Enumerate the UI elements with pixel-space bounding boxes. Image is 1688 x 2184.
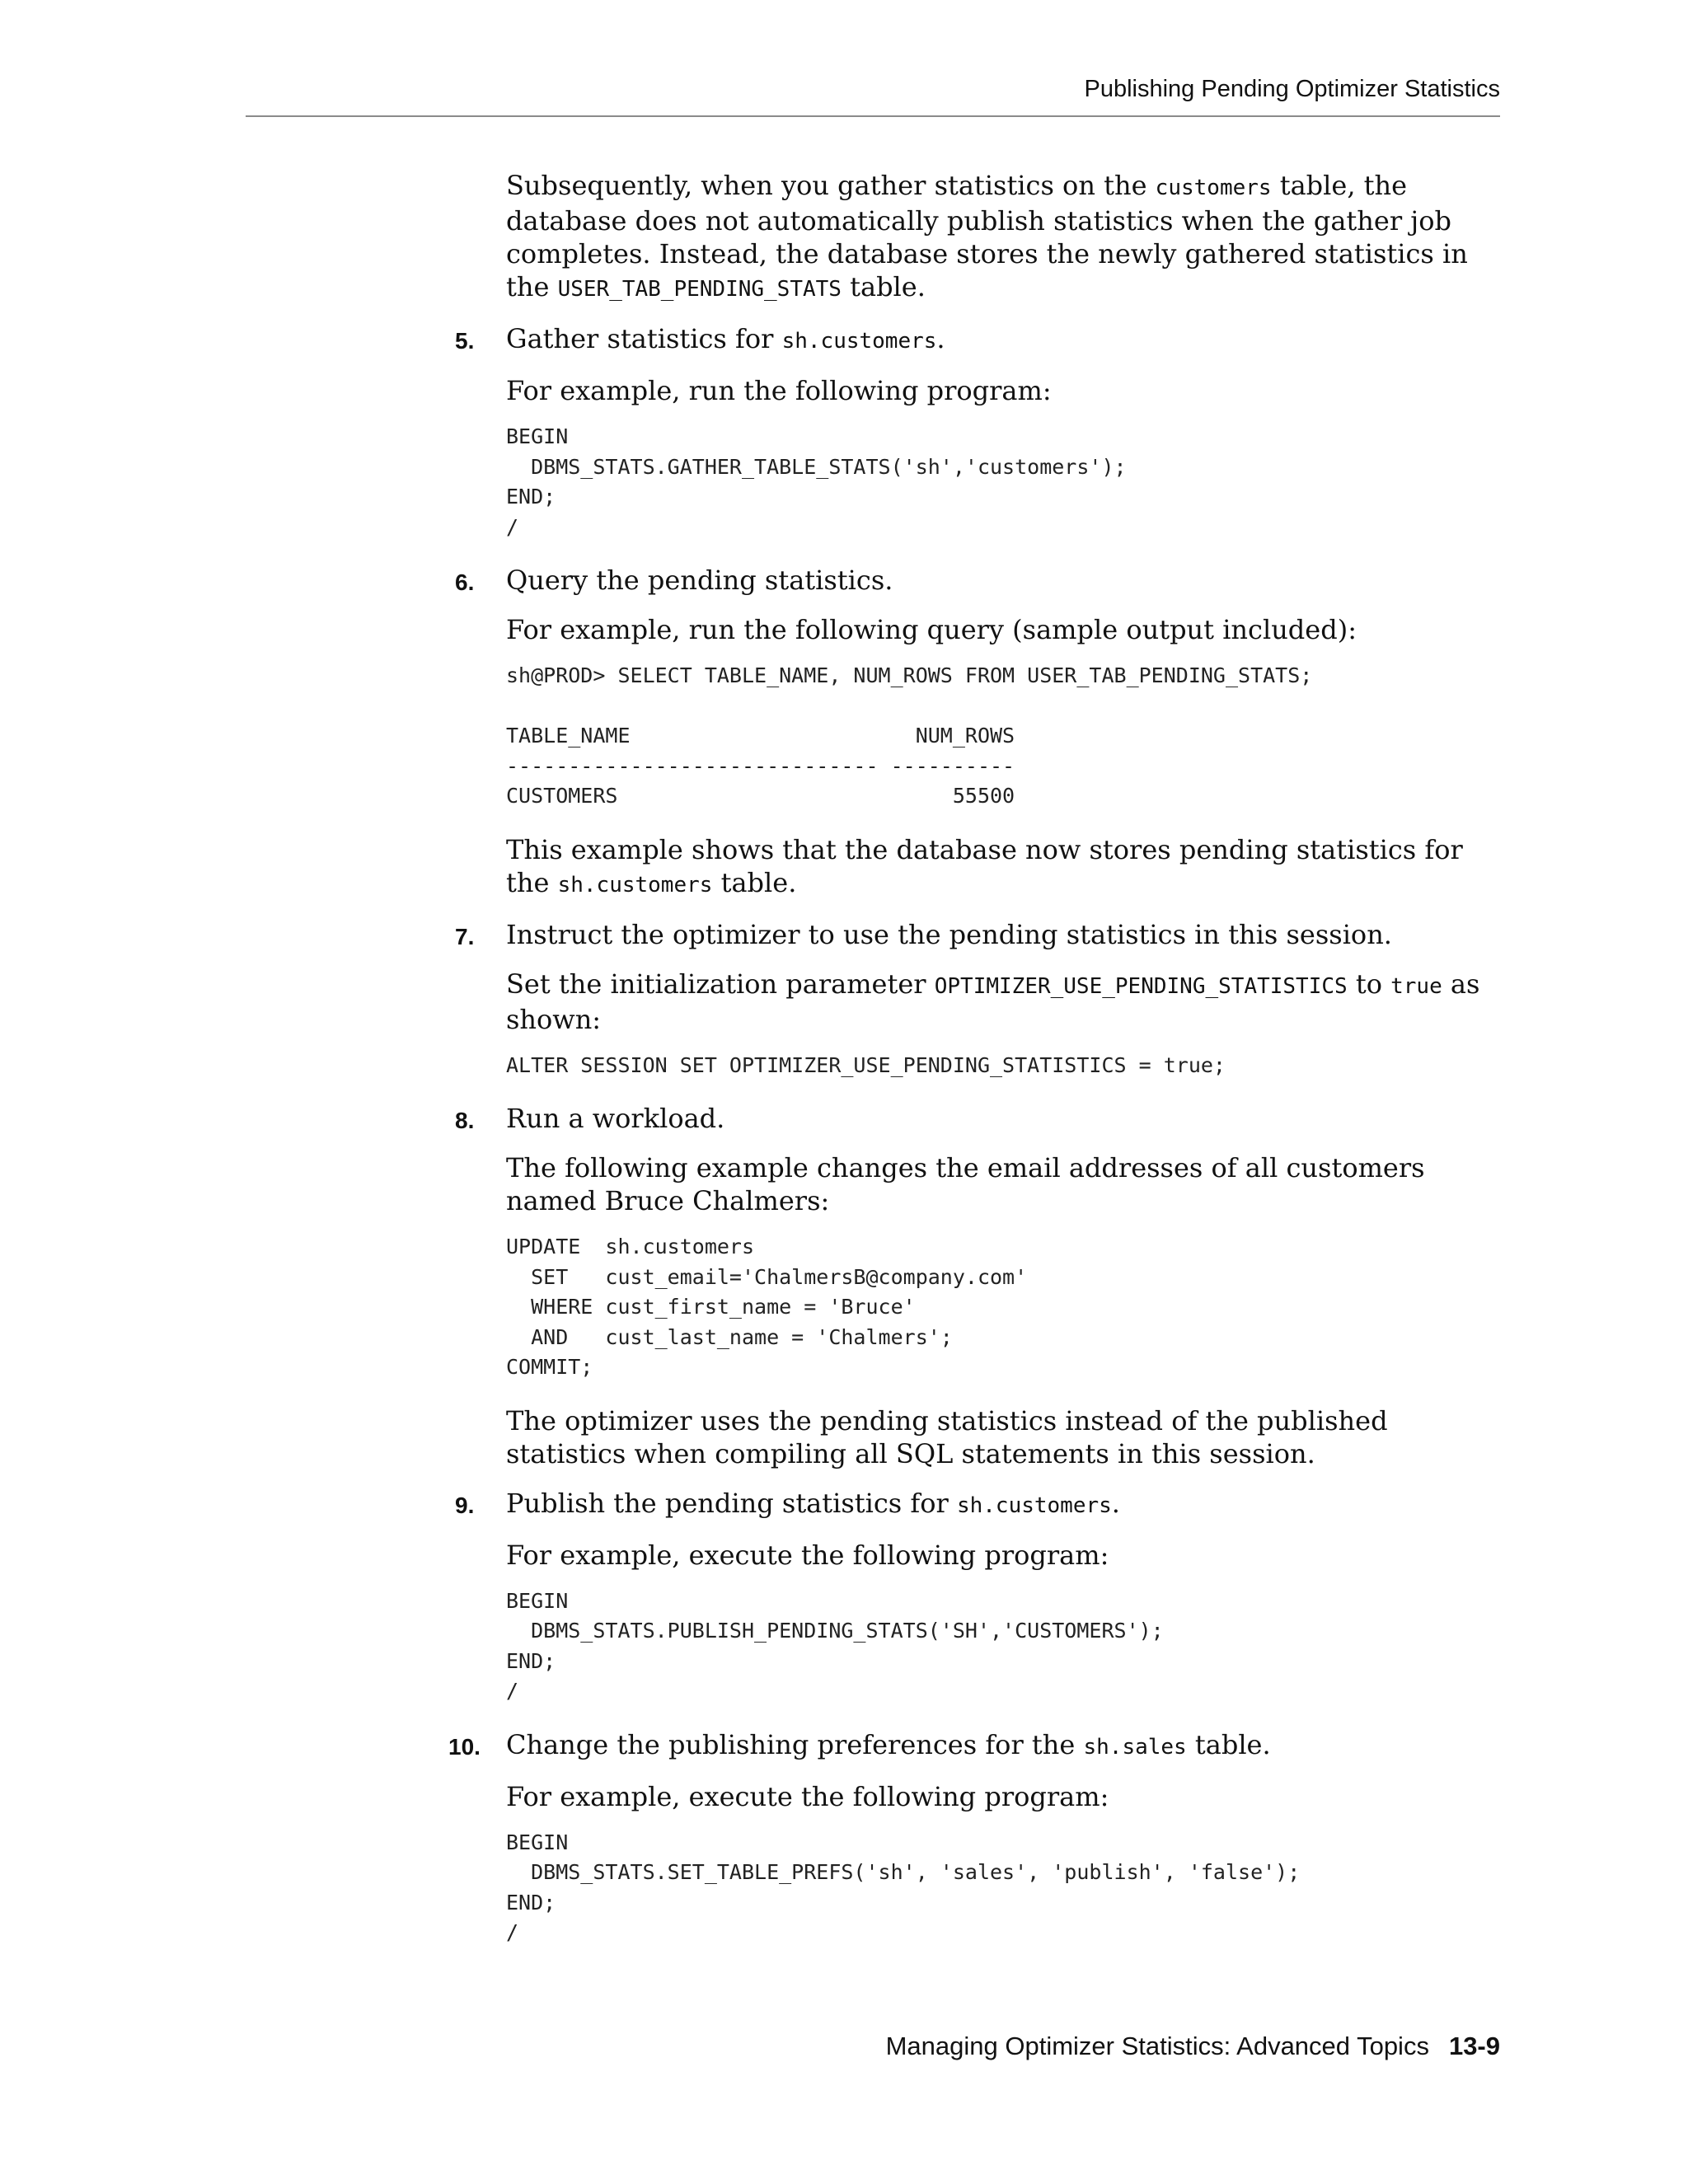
running-footer [886,2032,1500,2061]
note-text: table. [712,866,797,898]
instruction-text: to [1347,968,1391,1000]
step-6-code-block: sh@PROD> SELECT TABLE_NAME, NUM_ROWS FROM USER_TAB_PENDING_STATS; TABLE_NAME NUM_ROWS ------------------------------ ---------- CUSTOMERS 55500 [506,663,1313,808]
intro-code-customers: customers [1155,176,1272,200]
step-text: table. [1186,1728,1271,1760]
step-8-code-block: UPDATE sh.customers SET cust_email='ChalmersB@company.com' WHERE cust_first_name = 'Bruce' AND cust_last_name = 'Chalmers'; COMMIT; [506,1235,1028,1379]
page-number: 13-9 [1448,2032,1500,2060]
step-text: Publish the pending statistics for [506,1487,957,1519]
step-text: Gather statistics for [506,323,782,354]
step-8 [452,1102,1507,1135]
step-number: 6. [455,569,475,595]
step-6-example: For example, run the following query (sample output included): [506,614,1357,645]
step-number: 8. [455,1108,475,1133]
note-text: This example shows that the database now stores pending statistics for the [506,833,1463,898]
intro-text-3: table. [841,271,926,302]
step-code: sh.sales [1083,1734,1187,1760]
step-5 [452,322,1507,358]
instruction-text: as shown: [506,968,1480,1035]
step-code: sh.customers [781,329,937,354]
step-title: Run a workload. [506,1103,725,1134]
intro-text-2: table, the database does not automatically publish statistics when the gather job completes. Instead, the database stores the newly gathered statistics in the [506,170,1468,302]
step-10-code-block: BEGIN DBMS_STATS.SET_TABLE_PREFS('sh', 'sales', 'publish', 'false'); END; / [506,1830,1301,1944]
step-text: . [936,323,945,354]
step-6-note [452,833,1507,902]
step-text: . [1111,1487,1120,1519]
footer-title: Managing Optimizer Statistics: Advanced Topics [885,2032,1429,2060]
instruction-code: OPTIMIZER_USE_PENDING_STATISTICS [934,973,1348,999]
intro-text-1: Subsequently, when you gather statistics on the [506,170,1156,201]
running-header [246,73,1500,117]
instruction-text: Set the initialization parameter [506,968,935,1000]
step-number: 7. [455,923,475,949]
step-8-example: The following example changes the email addresses of all customers named Bruce Chalmers: [506,1152,1425,1216]
instruction-code: true [1390,973,1442,999]
step-5-example: For example, run the following program: [506,375,1052,406]
page-body [448,169,1507,1948]
step-7-instruction [452,968,1507,1036]
step-title: Instruct the optimizer to use the pending statistics in this session. [506,918,1392,950]
step-7-code-block: ALTER SESSION SET OPTIMIZER_USE_PENDING_STATISTICS = true; [506,1052,1226,1077]
step-9-code-block: BEGIN DBMS_STATS.PUBLISH_PENDING_STATS('SH','CUSTOMERS'); END; / [506,1588,1164,1703]
step-title: Query the pending statistics. [506,565,893,596]
step-10 [448,1728,1507,1764]
step-9-example: For example, execute the following program: [506,1539,1109,1571]
step-8-note: The optimizer uses the pending statistics instead of the published statistics when compiling all SQL statements in this session. [506,1404,1388,1469]
note-code: sh.customers [557,872,713,898]
step-7 [452,918,1507,951]
step-6 [452,564,1507,597]
step-number: 9. [455,1492,475,1518]
step-code: sh.customers [956,1493,1112,1518]
step-9 [452,1487,1507,1522]
step-5-code-block: BEGIN DBMS_STATS.GATHER_TABLE_STATS('sh','customers'); END; / [506,424,1127,539]
intro-code-pending-table: USER_TAB_PENDING_STATS [557,277,842,302]
step-10-example: For example, execute the following program: [506,1780,1109,1812]
intro-paragraph [452,169,1507,306]
step-text: Change the publishing preferences for the [506,1728,1084,1760]
step-number: 5. [455,328,475,354]
header-title: Publishing Pending Optimizer Statistics [1084,76,1500,102]
step-number: 10. [448,1733,481,1760]
